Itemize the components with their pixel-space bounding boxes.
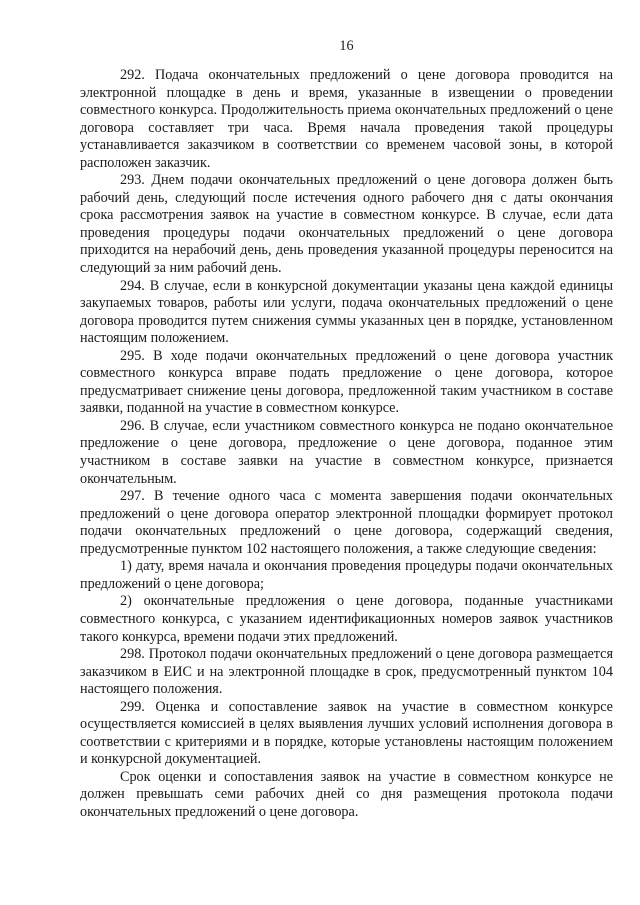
paragraph-295: 295. В ходе подачи окончательных предложений о цене договора участник совместного конкурса вправе подать предложение о цене договора, которое предусматривает снижение цены договора, предложенной таким участником в составе заявки, поданной на участие в совместном конкурсе. (80, 347, 613, 417)
paragraph-299-continuation: Срок оценки и сопоставления заявок на участие в совместном конкурсе не должен превышать семи рабочих дней со дня размещения протокола подачи окончательных предложений о цене договора. (80, 768, 613, 820)
paragraph-293: 293. Днем подачи окончательных предложений о цене договора должен быть рабочий день, следующий после истечения одного рабочего дня с даты окончания срока рассмотрения заявок на участие в совместном конкурсе. В случае, если дата проведения процедуры подачи окончательных предложений о цене договора приходится на нерабочий день, день проведения указанной процедуры переносится на следующий за ним рабочий день. (80, 172, 613, 277)
paragraph-297: 297. В течение одного часа с момента завершения подачи окончательных предложений о цене договора оператор электронной площадки формирует протокол подачи окончательных предложений о цене договора, содержащий сведения, предусмотренные пунктом 102 настоящего положения, а также следующие сведения: (80, 488, 613, 557)
page-number: 16 (339, 38, 354, 54)
paragraph-296: 296. В случае, если участником совместного конкурса не подано окончательное предложение о цене договора, предложение о цене договора, поданное этим участником в составе заявки на участие в совместном конкурсе, признается окончательным. (80, 417, 613, 487)
paragraph-297-item-2: 2) окончательные предложения о цене договора, поданные участниками совместного конкурса, с указанием идентификационных номеров заявок участников такого конкурса, времени подачи этих предложений. (80, 593, 613, 645)
paragraph-297-item-1: 1) дату, время начала и окончания проведения процедуры подачи окончательных предложений о цене договора; (80, 558, 613, 592)
paragraph-292: 292. Подача окончательных предложений о цене договора проводится на электронной площадке в день и время, указанные в извещении о проведении совместного конкурса. Продолжительность приема окончательных предложений о цене договора составляет три часа. Время начала проведения такой процедуры устанавливается заказчиком в соответствии со временем часовой зоны, в которой расположен заказчик. (80, 67, 613, 171)
paragraph-299: 299. Оценка и сопоставление заявок на участие в совместном конкурсе осуществляется комиссией в целях выявления лучших условий исполнения договора в соответствии с критериями и в порядке, которые установлены настоящим положением и конкурсной документацией. (80, 698, 613, 768)
paragraph-298: 298. Протокол подачи окончательных предложений о цене договора размещается заказчиком в ЕИС и на электронной площадке в срок, предусмотренный пунктом 104 настоящего положения. (80, 646, 613, 698)
paragraph-294: 294. В случае, если в конкурсной документации указаны цена каждой единицы закупаемых товаров, работы или услуги, подача окончательных предложений о цене договора проводится путем снижения суммы указанных цен в порядке, установленном настоящим положением. (80, 277, 613, 347)
